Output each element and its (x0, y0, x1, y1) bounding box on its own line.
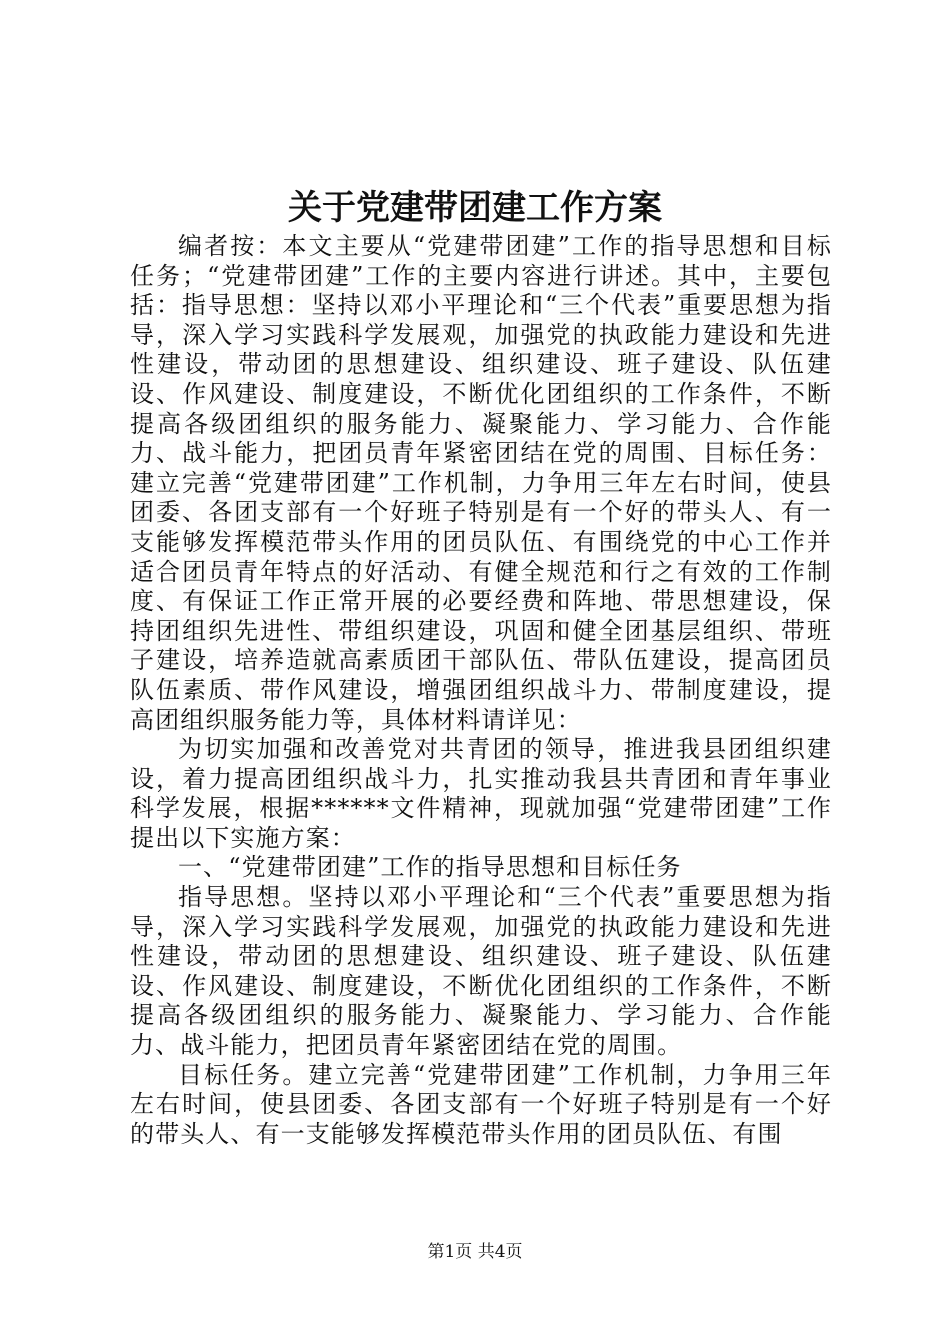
paragraph-editor-note: 编者按：本文主要从“党建带团建”工作的指导思想和目标任务；“党建带团建”工作的主要内容进行讲述。其中，主要包括：指导思想：坚持以邓小平理论和“三个代表”重要思想为指导，深入学习实践科学发展观，加强党的执政能力建设和先进性建设，带动团的思想建设、组织建设、班子建设、队伍建设、作风建设、制度建设，不断优化团组织的工作条件，不断提高各级团组织的服务能力、凝聚能力、学习能力、合作能力、战斗能力，把团员青年紧密团结在党的周围、目标任务：建立完善“党建带团建”工作机制，力争用三年左右时间，使县团委、各团支部有一个好班子特别是有一个好的带头人、有一支能够发挥模范带头作用的团员队伍、有围绕党的中心工作并适合团员青年特点的好活动、有健全规范和行之有效的工作制度、有保证工作正常开展的必要经费和阵地、带思想建设，保持团组织先进性、带组织建设，巩固和健全团基层组织、带班子建设，培养造就高素质团干部队伍、带队伍建设，提高团员队伍素质、带作风建设，增强团组织战斗力、带制度建设，提高团组织服务能力等，具体材料请详见： (130, 232, 832, 734)
page-title: 关于党建带团建工作方案 (288, 188, 662, 228)
paragraph-guiding-ideology: 指导思想。坚持以邓小平理论和“三个代表”重要思想为指导，深入学习实践科学发展观，加强党的执政能力建设和先进性建设，带动团的思想建设、组织建设、班子建设、队伍建设、作风建设、制度建设，不断优化团组织的工作条件，不断提高各级团组织的服务能力、凝聚能力、学习能力、合作能力、战斗能力，把团员青年紧密团结在党的周围。 (130, 883, 832, 1060)
section-heading: 一、“党建带团建”工作的指导思想和目标任务 (178, 853, 682, 882)
page-footer: 第1页 共4页 (427, 1242, 523, 1262)
document-body (130, 232, 832, 1149)
paragraph-objectives: 目标任务。建立完善“党建带团建”工作机制，力争用三年左右时间，使县团委、各团支部有一个好班子特别是有一个好的带头人、有一支能够发挥模范带头作用的团员队伍、有围 (130, 1060, 832, 1148)
paragraph-intro: 为切实加强和改善党对共青团的领导，推进我县团组织建设，着力提高团组织战斗力，扎实推动我县共青团和青年事业科学发展，根据******文件精神，现就加强“党建带团建”工作提出以下实施方案： (130, 735, 832, 852)
